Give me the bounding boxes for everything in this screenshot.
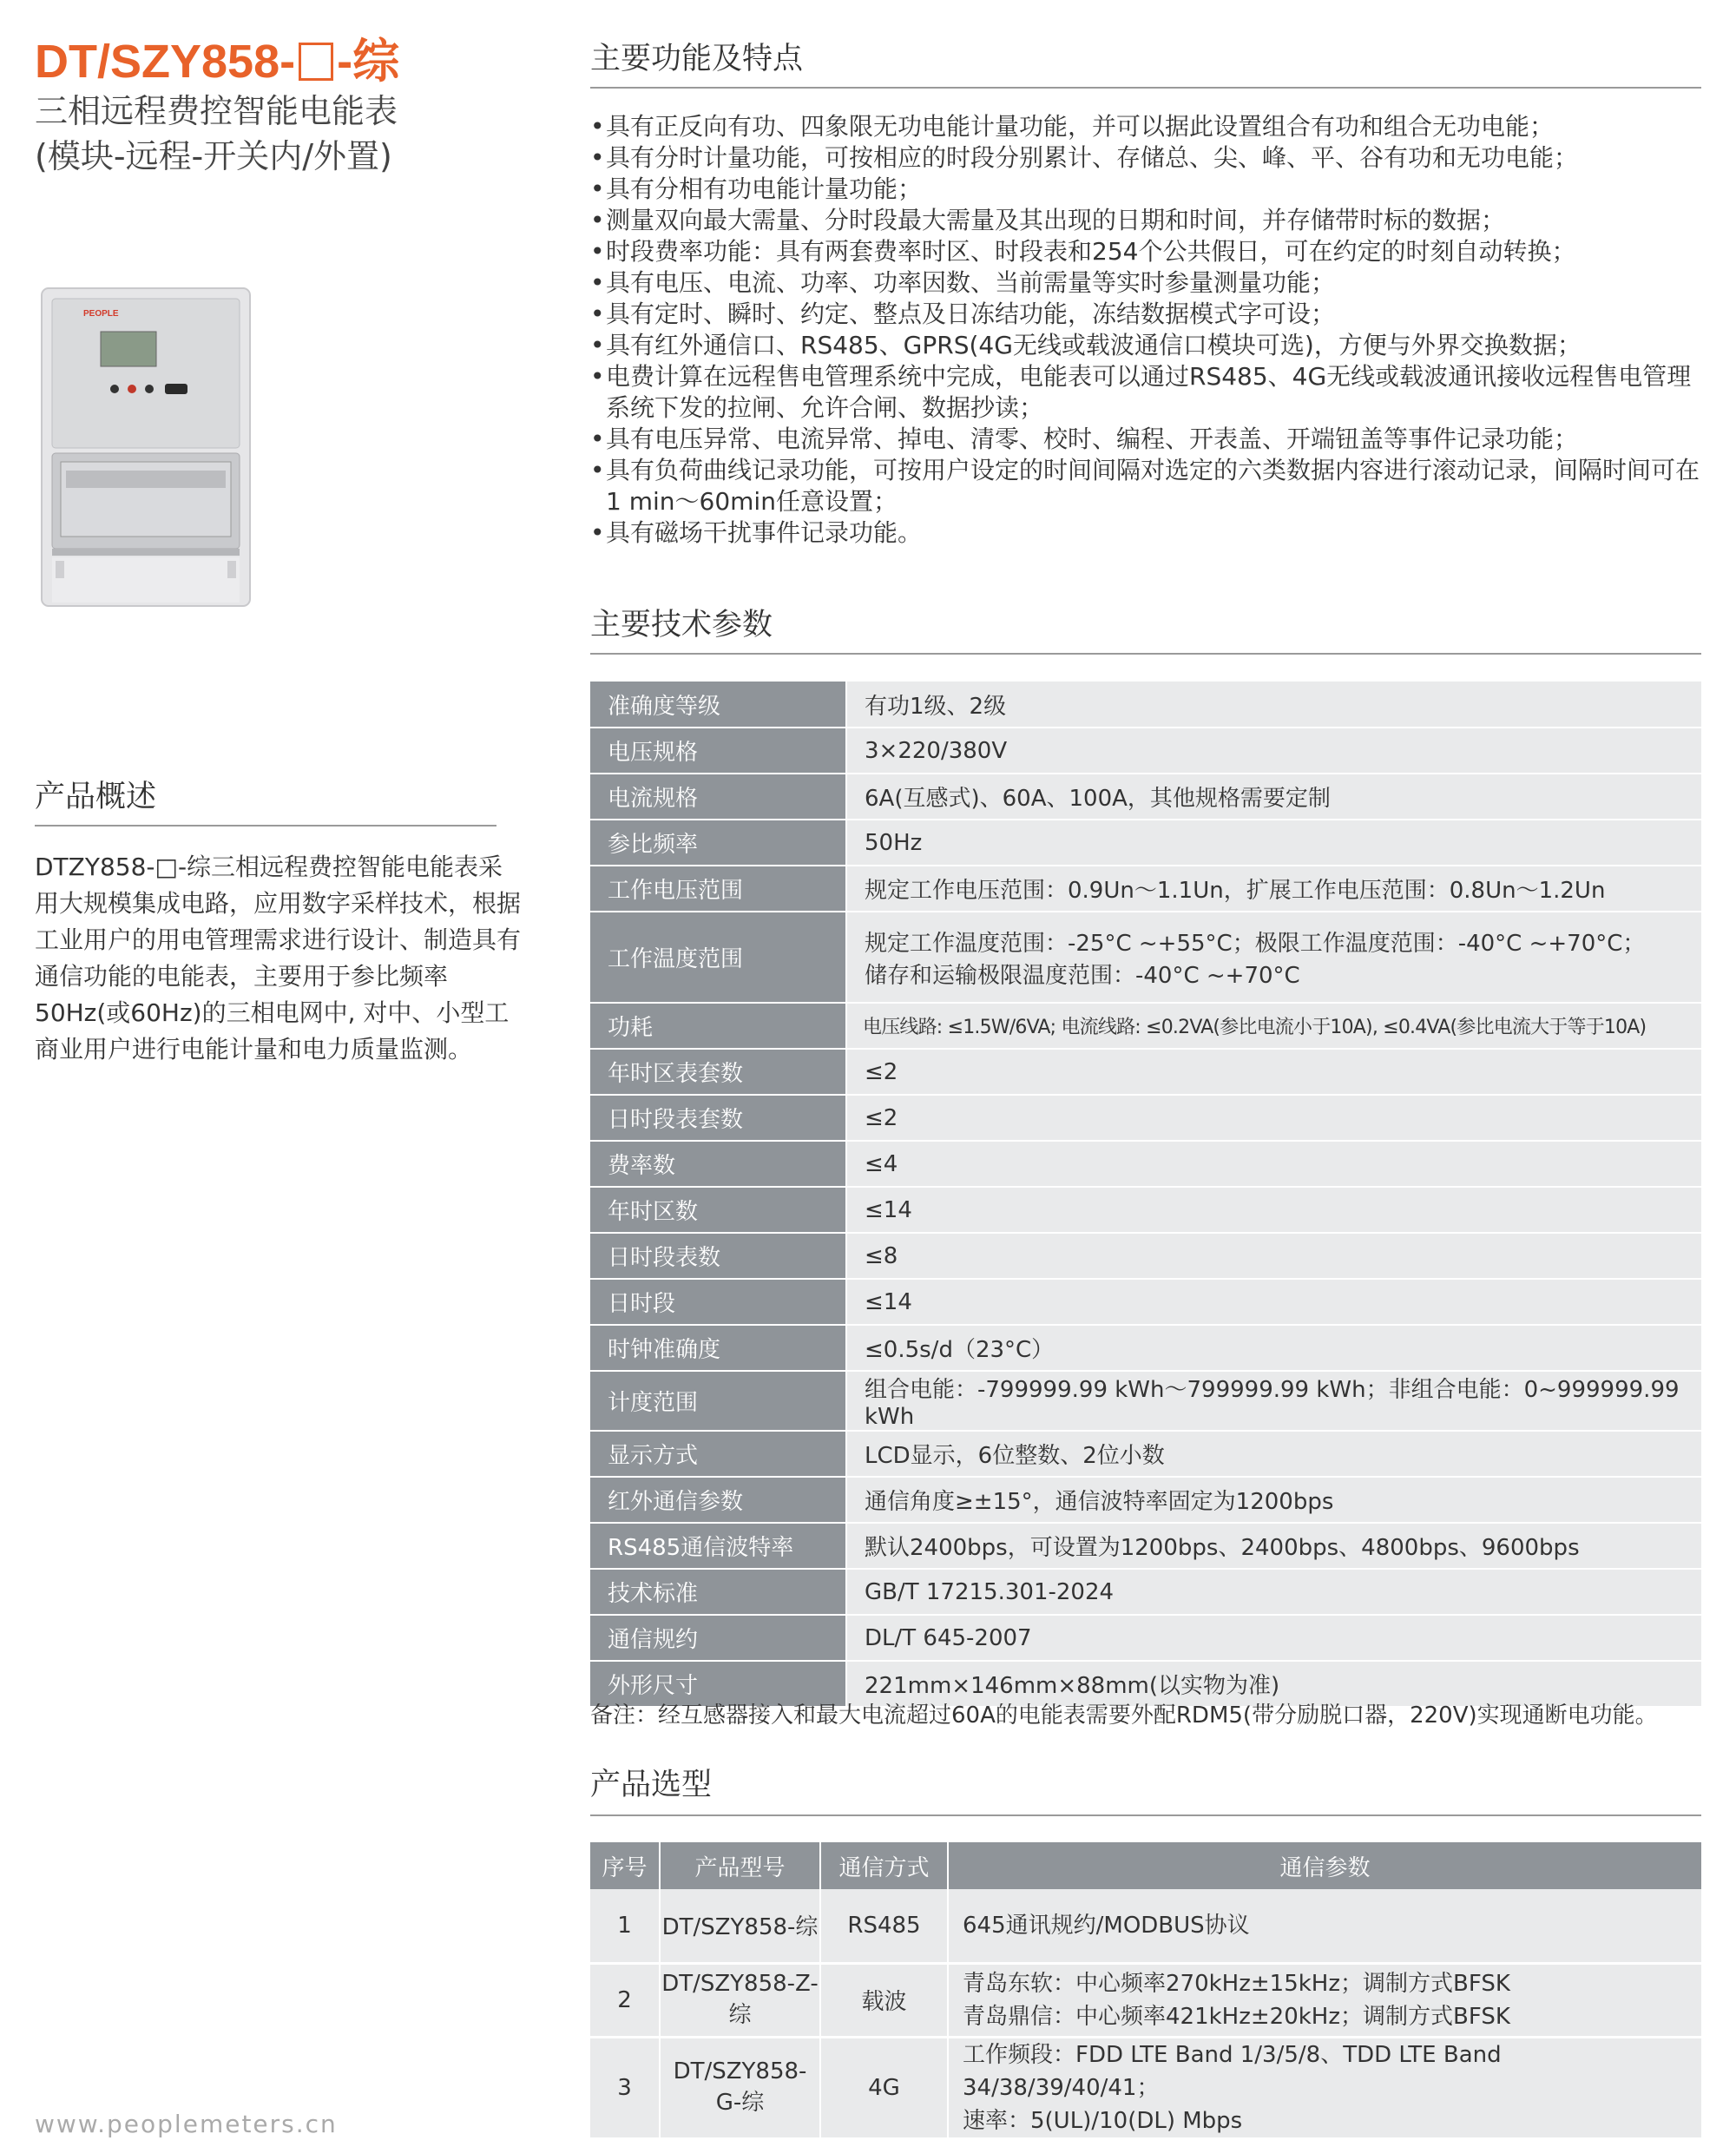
placeholder-box-icon <box>299 43 333 81</box>
header-no: 序号 <box>590 1842 660 1889</box>
param-key: 技术标准 <box>590 1569 846 1615</box>
tech-params-title: 主要技术参数 <box>590 608 773 642</box>
overview-text: DTZY858-□-综三相远程费控智能电能表采用大规模集成电路，应用数字采样技术，根据工业用户的用电管理需求进行设计、制造具有通信功能的电能表，主要用于参比频率50Hz(或60Hz)的三相电网中, 对中、小型工商业用户进行电能计量和电力质量监测。 <box>35 853 522 1064</box>
param-value: 50Hz <box>846 820 1701 866</box>
row-no: 1 <box>590 1889 660 1963</box>
param-value: GB/T 17215.301-2024 <box>846 1569 1701 1615</box>
remark-note: 备注：经互感器接入和最大电流超过60A的电能表需要外配RDM5(带分励脱口器，220V)实现通断电功能。 <box>590 1702 1658 1729</box>
table-row <box>590 1187 1701 1233</box>
param-value: DL/T 645-2007 <box>846 1615 1701 1661</box>
param-value: 6A(互感式)、60A、100A，其他规格需要定制 <box>846 774 1701 820</box>
param-value: ≤4 <box>846 1141 1701 1187</box>
param-key: 功耗 <box>590 1003 846 1049</box>
param-key: 外形尺寸 <box>590 1661 846 1707</box>
param-key: 通信规约 <box>590 1615 846 1661</box>
param-value: LCD显示，6位整数、2位小数 <box>846 1431 1701 1477</box>
param-key: 日时段表套数 <box>590 1095 846 1141</box>
table-row <box>590 1233 1701 1279</box>
product-image <box>40 286 252 608</box>
table-row <box>590 2037 1701 2138</box>
feature-item: • 具有电压异常、电流异常、掉电、清零、校时、编程、开表盖、开端钮盖等事件记录功能； <box>590 424 1710 455</box>
param-value: 电压线路: ≤1.5W/6VA; 电流线路: ≤0.2VA(参比电流小于10A), ≤0.4VA(参比电流大于等于10A) <box>846 1003 1701 1049</box>
param-value: 默认2400bps，可设置为1200bps、2400bps、4800bps、9600bps <box>846 1523 1701 1569</box>
energy-meter-icon <box>40 286 252 608</box>
param-key: 日时段 <box>590 1279 846 1325</box>
header-comm: 通信方式 <box>820 1842 948 1889</box>
param-value-line-2: 储存和运输极限温度范围：-40°C ~+70°C <box>865 962 1300 989</box>
table-row <box>590 1569 1701 1615</box>
product-header <box>35 35 521 179</box>
feature-item: • 测量双向最大需量、分时段最大需量及其出现的日期和时间，并存储带时标的数据； <box>590 205 1710 236</box>
row-no: 3 <box>590 2037 660 2138</box>
table-row <box>590 1325 1701 1371</box>
feature-item: • 具有红外通信口、RS485、GPRS(4G无线或载波通信口模块可选)，方便与外界交换数据； <box>590 330 1710 361</box>
param-value: ≤2 <box>846 1095 1701 1141</box>
row-model: DT/SZY858-Z-综 <box>660 1963 820 2037</box>
row-comm: RS485 <box>820 1889 948 1963</box>
table-row <box>590 1963 1701 2037</box>
param-value: 通信角度≥±15°，通信波特率固定为1200bps <box>846 1477 1701 1523</box>
row-param-line: 工作频段：FDD LTE Band 1/3/5/8、TDD LTE Band 34/38/39/40/41； <box>963 2041 1502 2101</box>
param-key: 年时区表套数 <box>590 1049 846 1095</box>
row-param-line: 速率：5(UL)/10(DL) Mbps <box>963 2107 1243 2134</box>
param-value: ≤14 <box>846 1187 1701 1233</box>
subtitle-line-2: (模块-远程-开关内/外置) <box>35 137 392 175</box>
row-params <box>948 2037 1701 2138</box>
subtitle-line-1: 三相远程费控智能电能表 <box>35 92 398 130</box>
selection-table <box>590 1842 1701 2140</box>
param-key: 计度范围 <box>590 1371 846 1431</box>
param-key: 电流规格 <box>590 774 846 820</box>
table-header-row <box>590 1842 1701 1889</box>
feature-item: • 电费计算在远程售电管理系统中完成，电能表可以通过RS485、4G无线或载波通讯接收远程售电管理系统下发的拉闸、允许合闸、数据抄读； <box>590 361 1710 424</box>
feature-item: • 时段费率功能：具有两套费率时区、时段表和254个公共假日，可在约定的时刻自动转换； <box>590 236 1710 267</box>
param-value: 有功1级、2级 <box>846 682 1701 728</box>
feature-item: • 具有磁场干扰事件记录功能。 <box>590 517 1710 549</box>
overview-divider <box>35 825 496 827</box>
param-value <box>846 912 1701 1003</box>
param-key: 参比频率 <box>590 820 846 866</box>
feature-item: • 具有分相有功电能计量功能； <box>590 174 1710 205</box>
row-param-line: 青岛东软：中心频率270kHz±15kHz；调制方式BFSK <box>963 1970 1510 1997</box>
table-row <box>590 1371 1701 1431</box>
param-value: ≤0.5s/d（23°C） <box>846 1325 1701 1371</box>
table-row <box>590 912 1701 1003</box>
table-row <box>590 866 1701 912</box>
param-value: 组合电能：-799999.99 kWh～799999.99 kWh；非组合电能：0~999999.99 kWh <box>846 1371 1701 1431</box>
feature-item: • 具有正反向有功、四象限无功电能计量功能，并可以据此设置组合有功和组合无功电能； <box>590 111 1710 142</box>
table-row <box>590 1523 1701 1569</box>
param-key: 电压规格 <box>590 728 846 774</box>
table-row <box>590 1279 1701 1325</box>
model-suffix: -综 <box>337 36 400 88</box>
row-param-line: 645通讯规约/MODBUS协议 <box>963 1912 1250 1939</box>
table-row <box>590 1141 1701 1187</box>
table-row <box>590 1049 1701 1095</box>
table-row <box>590 1095 1701 1141</box>
overview-title: 产品概述 <box>35 780 157 814</box>
table-row <box>590 1889 1701 1963</box>
features-divider <box>590 87 1701 89</box>
param-key: 红外通信参数 <box>590 1477 846 1523</box>
param-key: 显示方式 <box>590 1431 846 1477</box>
param-value: ≤8 <box>846 1233 1701 1279</box>
param-key: 工作温度范围 <box>590 912 846 1003</box>
website-link[interactable]: www.peoplemeters.cn <box>35 2110 338 2138</box>
table-row <box>590 728 1701 774</box>
param-value-line-1: 规定工作温度范围：-25°C ~+55°C；极限工作温度范围：-40°C ~+70°C； <box>865 930 1646 957</box>
param-value: ≤2 <box>846 1049 1701 1095</box>
meter-brand-text: PEOPLE <box>83 309 119 319</box>
table-row <box>590 820 1701 866</box>
table-row <box>590 1477 1701 1523</box>
row-params <box>948 1963 1701 2037</box>
param-value: 221mm×146mm×88mm(以实物为准) <box>846 1661 1701 1707</box>
table-row <box>590 1431 1701 1477</box>
param-key: 工作电压范围 <box>590 866 846 912</box>
table-row <box>590 1003 1701 1049</box>
feature-item: • 具有分时计量功能，可按相应的时段分别累计、存储总、尖、峰、平、谷有功和无功电能； <box>590 142 1710 174</box>
param-key: 费率数 <box>590 1141 846 1187</box>
table-row <box>590 682 1701 728</box>
param-key: RS485通信波特率 <box>590 1523 846 1569</box>
row-model: DT/SZY858-综 <box>660 1889 820 1963</box>
table-row <box>590 1615 1701 1661</box>
row-comm: 4G <box>820 2037 948 2138</box>
param-key: 日时段表数 <box>590 1233 846 1279</box>
feature-item: • 具有负荷曲线记录功能，可按用户设定的时间间隔对选定的六类数据内容进行滚动记录，间隔时间可在1 min～60min任意设置； <box>590 455 1710 517</box>
header-params: 通信参数 <box>948 1842 1701 1889</box>
features-list <box>590 111 1710 549</box>
selection-title: 产品选型 <box>590 1768 713 1802</box>
row-model: DT/SZY858-G-综 <box>660 2037 820 2138</box>
row-params <box>948 1889 1701 1963</box>
param-value: 3×220/380V <box>846 728 1701 774</box>
row-comm: 载波 <box>820 1963 948 2037</box>
table-row <box>590 774 1701 820</box>
param-value: ≤14 <box>846 1279 1701 1325</box>
features-title: 主要功能及特点 <box>590 42 804 76</box>
header-model: 产品型号 <box>660 1842 820 1889</box>
selection-divider <box>590 1814 1701 1816</box>
tech-params-table <box>590 682 1701 1708</box>
param-key: 年时区数 <box>590 1187 846 1233</box>
model-prefix: DT/SZY858- <box>35 36 296 88</box>
feature-item: • 具有定时、瞬时、约定、整点及日冻结功能，冻结数据模式字可设； <box>590 299 1710 330</box>
param-key: 准确度等级 <box>590 682 846 728</box>
feature-item: • 具有电压、电流、功率、功率因数、当前需量等实时参量测量功能； <box>590 267 1710 299</box>
param-key: 时钟准确度 <box>590 1325 846 1371</box>
row-param-line: 青岛鼎信：中心频率421kHz±20kHz；调制方式BFSK <box>963 2003 1510 2030</box>
row-no: 2 <box>590 1963 660 2037</box>
param-value: 规定工作电压范围：0.9Un～1.1Un，扩展工作电压范围：0.8Un～1.2Un <box>846 866 1701 912</box>
tech-params-divider <box>590 653 1701 655</box>
model-title <box>35 35 521 89</box>
